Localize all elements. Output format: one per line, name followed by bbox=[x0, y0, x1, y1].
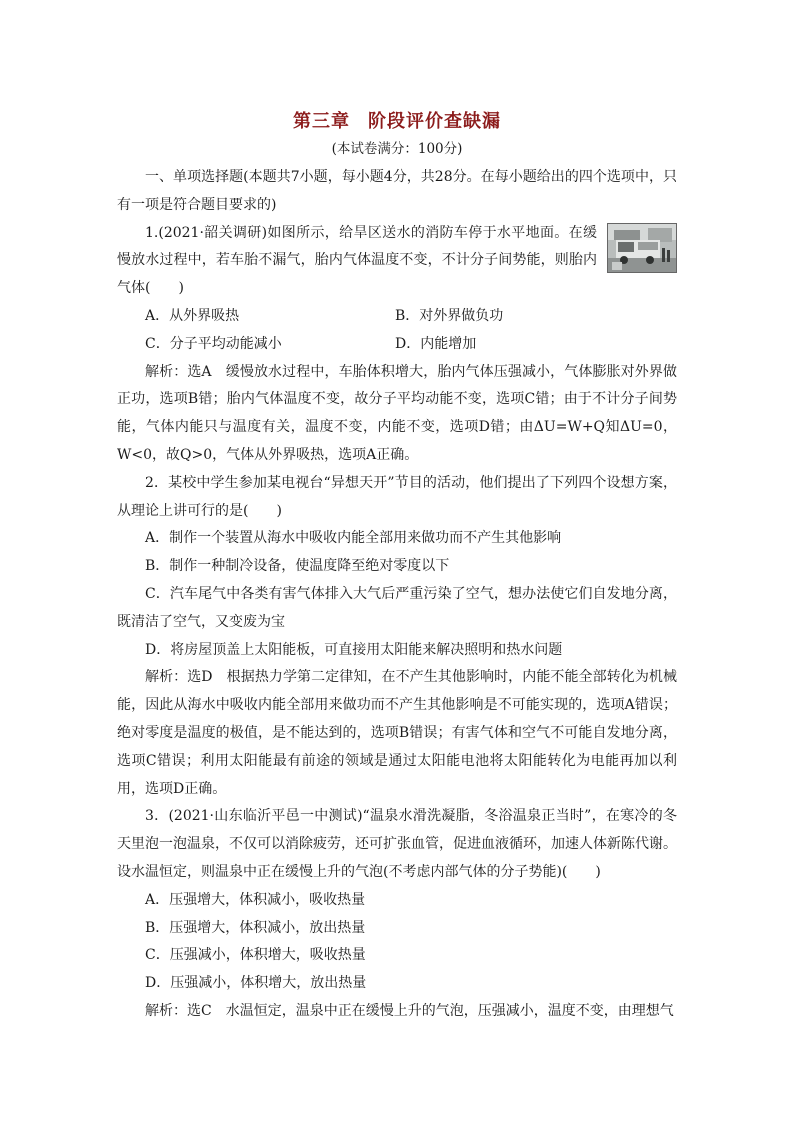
option-d: D．将房屋顶盖上太阳能板，可直接用太阳能来解决照明和热水问题 bbox=[145, 641, 563, 658]
option-d: D．压强减小，体积增大，放出热量 bbox=[145, 975, 367, 992]
question-3 bbox=[117, 803, 677, 1025]
option-c: C．汽车尾气中各类有害气体排入大气后严重污染了空气，想办法使它们自发地分离，既清洁了空气，又变废为宝 bbox=[117, 585, 677, 630]
option-a: A．制作一个装置从海水中吸收内能全部用来做功而不产生其他影响 bbox=[145, 530, 562, 547]
analysis: 解析：选A 缓慢放水过程中，车胎体积增大，胎内气体压强减小，气体膨胀对外界做正功，选项B错；胎内气体温度不变，故分子平均动能不变，选项C错；由于不计分子间势能，气体内能只与温度有关，温度不变，内能不变，选项D错；由ΔU=W+Q知ΔU=0，W<0，故Q>0，气体从外界吸热，选项A正确。 bbox=[117, 363, 677, 463]
question-1 bbox=[117, 220, 677, 470]
option-a: A．从外界吸热 bbox=[145, 307, 240, 324]
options-row-1 bbox=[117, 303, 677, 331]
analysis: 解析：选C 水温恒定，温泉中正在缓慢上升的气泡，压强减小，温度不变，由理想气 bbox=[145, 1002, 674, 1019]
chapter-label: 第三章 bbox=[293, 111, 350, 132]
option-b: B．对外界做负功 bbox=[395, 307, 504, 324]
options-row-2 bbox=[117, 331, 677, 359]
document-body bbox=[117, 164, 677, 1026]
question-stem: 2．某校中学生参加某电视台“异想天开”节目的活动，他们提出了下列四个设想方案，从理论上讲可行的是( ) bbox=[117, 474, 677, 519]
analysis: 解析：选D 根据热力学第二定律知，在不产生其他影响时，内能不能全部转化为机械能，因此从海水中吸收内能全部用来做功而不产生其他影响是不可能实现的，选项A错误；绝对零度是温度的极值，是不能达到的，选项B错误；有害气体和空气不可能自发地分离，选项C错误；利用太阳能最有前途的领域是通过太阳能电池将太阳能转化为电能再加以利用，选项D正确。 bbox=[117, 669, 677, 797]
option-c: C．压强减小，体积增大，吸收热量 bbox=[145, 947, 366, 964]
page-subtitle: (本试卷满分：100分) bbox=[331, 141, 463, 157]
section-heading: 一、单项选择题(本题共7小题，每小题4分，共28分。在每小题给出的四个选项中，只有一项是符合题目要求的) bbox=[117, 169, 677, 213]
option-d: D．内能增加 bbox=[395, 335, 477, 352]
page-title bbox=[0, 107, 794, 133]
question-stem: 1.(2021·韶关调研)如图所示，给旱区送水的消防车停于水平地面。在缓慢放水过程中，若车胎不漏气，胎内气体温度不变，不计分子间势能，则胎内气体( ) bbox=[117, 224, 597, 297]
option-c: C．分子平均动能减小 bbox=[145, 335, 282, 352]
question-stem: 3．(2021·山东临沂平邑一中测试)“温泉水滑洗凝脂，冬浴温泉正当时”，在寒冷的冬天里泡一泡温泉，不仅可以消除疲劳，还可扩张血管，促进血液循环，加速人体新陈代谢。设水温恒定，则温泉中正在缓慢上升的气泡(不考虑内部气体的分子势能)( ) bbox=[117, 808, 677, 880]
title-text: 阶段评价查缺漏 bbox=[368, 111, 501, 132]
fire-truck-photo-icon bbox=[607, 223, 677, 273]
option-b: B．制作一种制冷设备，使温度降至绝对零度以下 bbox=[145, 558, 450, 575]
question-2 bbox=[117, 470, 677, 804]
option-a: A．压强增大，体积减小，吸收热量 bbox=[145, 891, 366, 908]
option-b: B．压强增大，体积减小，放出热量 bbox=[145, 919, 366, 936]
